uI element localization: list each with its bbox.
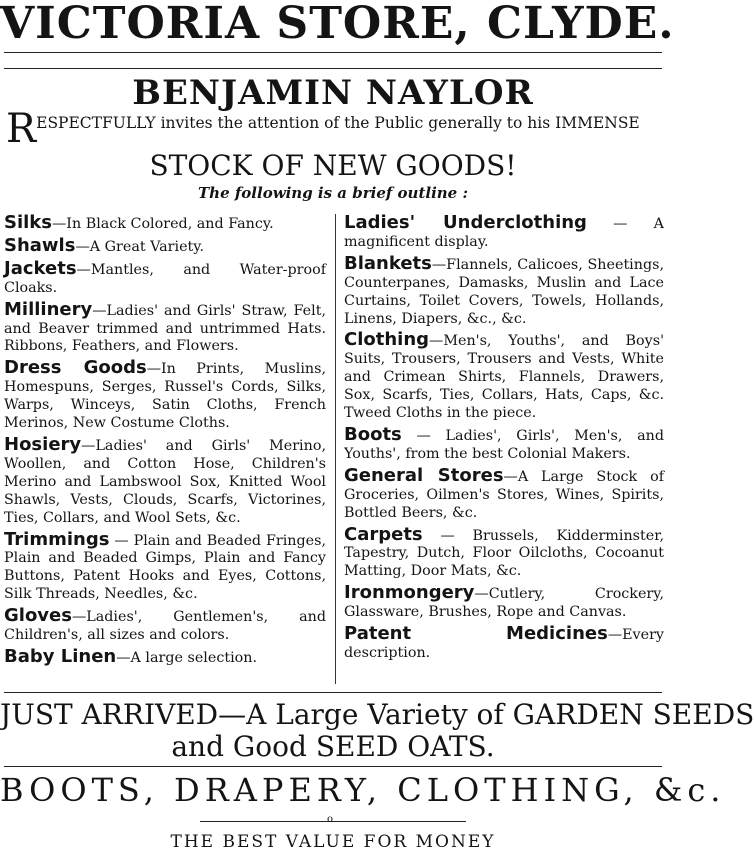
store-title: VICTORIA STORE, CLYDE.	[0, 0, 675, 49]
list-item: Ladies' Underclothing — A magnificent display.	[344, 212, 664, 250]
item-heading: Jackets	[4, 257, 77, 279]
left-column	[4, 214, 326, 671]
item-heading: Ladies' Underclothing	[344, 212, 587, 233]
proprietor-name: BENJAMIN NAYLOR	[132, 73, 534, 113]
item-heading: Carpets	[344, 523, 423, 545]
item-heading: Patent Medicines	[344, 623, 608, 645]
list-item: Blankets—Flannels, Calicoes, Sheetings, Counterpanes, Damasks, Muslin and Lace Curtains, Toilet Covers, Towels, Hollands, Linens, Diapers, &c., &c.	[344, 252, 664, 327]
list-item: Silks—In Black Colored, and Fancy.	[4, 212, 274, 233]
item-heading: General Stores	[344, 464, 504, 486]
item-heading: Clothing	[344, 329, 430, 351]
stock-heading: STOCK OF NEW GOODS!	[149, 149, 517, 182]
ornament-dot: o	[327, 814, 334, 825]
item-heading: Blankets	[344, 252, 432, 274]
item-heading: Millinery	[4, 298, 93, 320]
item-heading: Shawls	[4, 234, 76, 256]
intro-text	[6, 106, 640, 152]
section-rule	[4, 692, 662, 693]
just-arrived-line: JUST ARRIVED—A Large Variety of GARDEN SEEDS	[0, 698, 754, 731]
item-heading: Dress Goods	[4, 357, 147, 379]
item-heading: Boots	[344, 423, 402, 445]
list-item: Ironmongery—Cutlery, Crockery, Glassware, Brushes, Rope and Canvas.	[344, 582, 664, 621]
column-divider	[335, 214, 336, 684]
item-heading: Baby Linen	[4, 645, 117, 667]
section-rule	[4, 766, 662, 767]
intro-body: ESPECTFULLY invites the attention of the Public generally to his IMMENSE	[36, 114, 640, 132]
best-value-line: THE BEST VALUE FOR MONEY	[170, 832, 496, 852]
list-item: Boots — Ladies', Girls', Men's, and Youths', from the best Colonial Makers.	[344, 423, 664, 462]
title-rule-lower	[4, 68, 662, 69]
item-heading: Silks	[4, 212, 52, 233]
list-item: Trimmings — Plain and Beaded Fringes, Plain and Beaded Gimps, Plain and Fancy Buttons, Patent Hooks and Eyes, Cottons, Silk Threads, Needles, &c.	[4, 528, 326, 603]
item-heading: Ironmongery	[344, 582, 475, 604]
item-heading: Hosiery	[4, 433, 82, 455]
outline-subheading: The following is a brief outline :	[198, 184, 468, 202]
list-item: Gloves—Ladies', Gentlemen's, and Children's, all sizes and colors.	[4, 605, 326, 644]
list-item: Millinery—Ladies' and Girls' Straw, Felt, and Beaver trimmed and untrimmed Hats. Ribbons, Feathers, and Flowers.	[4, 298, 326, 355]
intro-drop-cap: R	[6, 106, 37, 152]
seed-oats-line: and Good SEED OATS.	[171, 730, 495, 763]
boots-drapery-line: BOOTS, DRAPERY, CLOTHING, &c.	[0, 771, 726, 809]
item-heading: Trimmings	[4, 528, 110, 550]
right-column	[344, 214, 664, 666]
list-item: Shawls—A Great Variety.	[4, 234, 205, 256]
list-item: Clothing—Men's, Youths', and Boys' Suits, Trousers, Trousers and Vests, White and Crimean Shirts, Flannels, Drawers, Sox, Scarfs, Ties, Collars, Hats, Caps, &c. Tweed Cloths in the piece.	[344, 329, 664, 422]
list-item: Patent Medicines—Every description.	[344, 623, 664, 661]
list-item: Jackets—Mantles, and Water-proof Cloaks.	[4, 257, 326, 296]
list-item: General Stores—A Large Stock of Groceries, Oilmen's Stores, Wines, Spirits, Bottled Beers, &c.	[344, 464, 665, 521]
title-rule	[4, 52, 662, 53]
list-item: Carpets — Brussels, Kidderminster, Tapestry, Dutch, Floor Oilcloths, Cocoanut Matting, Door Mats, &c.	[344, 523, 664, 580]
list-item: Dress Goods—In Prints, Muslins, Homespuns, Serges, Russel's Cords, Silks, Warps, Winceys, Satin Cloths, French Merinos, New Costume Cloths.	[4, 357, 326, 432]
list-item: Hosiery—Ladies' and Girls' Merino, Woollen, and Cotton Hose, Children's Merino and Lambswool Sox, Knitted Wool Shawls, Vests, Clouds, Scarfs, Victorines, Ties, Collars, and Wool Sets, &c.	[4, 433, 326, 526]
item-heading: Gloves	[4, 605, 72, 627]
list-item: Baby Linen—A large selection.	[4, 645, 258, 667]
